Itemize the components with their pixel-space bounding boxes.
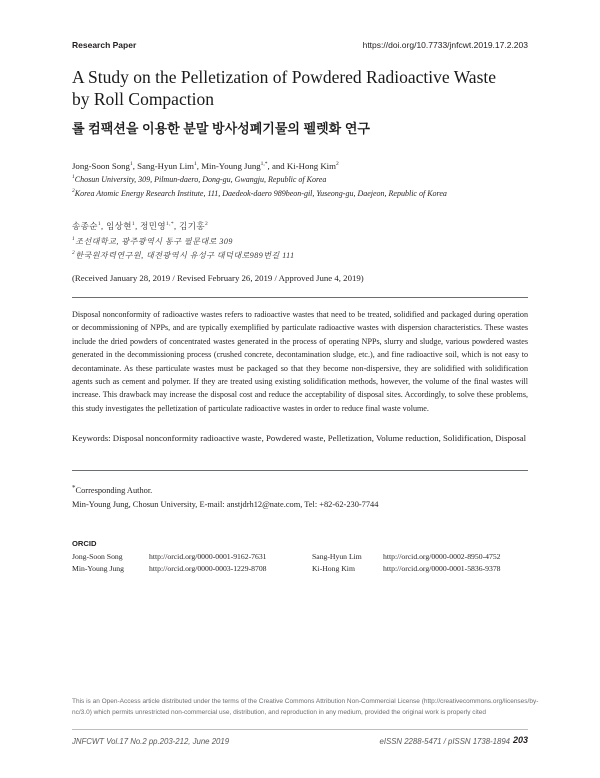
author-list-korean: 송종순$^1$, 임상현$^1$, 정민영$^{1,*}$, 김기홍$^2$	[72, 221, 209, 231]
author-affiliation-mark: 1	[194, 161, 197, 167]
author-name-korean: 송종순	[72, 221, 98, 231]
corresponding-mark: *	[72, 484, 76, 492]
orcid-link[interactable]: http://orcid.org/0000-0002-8950-4752	[383, 552, 501, 561]
author-name: Min-Young Jung	[201, 161, 261, 171]
orcid-link[interactable]: http://orcid.org/0000-0001-5836-9378	[383, 564, 501, 573]
issn: eISSN 2288-5471 / pISSN 1738-1894	[379, 737, 510, 746]
author-name-korean: 정민영	[140, 221, 166, 231]
paper-title-line-2: by Roll Compaction	[72, 89, 214, 109]
author-affiliation-mark: 1,*	[260, 161, 268, 167]
author-affiliation-mark: 2	[204, 221, 209, 227]
affiliation-korean-1	[72, 236, 233, 247]
orcid-link[interactable]: http://orcid.org/0000-0001-9162-7631	[149, 552, 267, 561]
author-affiliation-mark: 1	[129, 161, 133, 167]
corresponding-details: Min-Young Jung, Chosun University, E-mail: anstjdrh12@nate.com, Tel: +82-62-230-7744	[72, 499, 379, 509]
affiliation-mark: 2	[72, 250, 76, 256]
received-dates: (Received January 28, 2019 / Revised February 26, 2019 / Approved June 4, 2019)	[72, 273, 364, 283]
author-separator: , and	[267, 161, 287, 171]
corresponding-label: Corresponding Author.	[75, 486, 153, 495]
author-affiliation-mark: 1	[97, 221, 101, 227]
author-affiliation-mark: 1	[131, 221, 136, 227]
orcid-name: Min-Young Jung	[72, 564, 124, 573]
affiliation-2	[72, 189, 447, 198]
author-affiliation-mark: 2	[335, 161, 339, 167]
journal-citation: JNFCWT Vol.17 No.2 pp.203-212, June 2019	[72, 737, 230, 746]
paper-title-korean: 롤 컴팩션을 이용한 분말 방사성폐기물의 펠렛화 연구	[72, 121, 370, 136]
orcid-name: Sang-Hyun Lim	[312, 552, 362, 561]
author-name: Sang-Hyun Lim	[137, 161, 195, 171]
divider	[72, 297, 528, 298]
corresponding-author	[72, 482, 378, 511]
page-number: 203	[512, 735, 528, 745]
abstract: Disposal nonconformity of radioactive wastes refers to radioactive wastes that need to be treated, solidified and packaged during operation or decommissioning of NPPs, and are typically exemplified by particulate radioactive wastes with dispersion characteristics. These wastes include the dried powders of concentrated wastes generated in the process of operating NPPs, slurry and sludge, various powdered wastes generated in the decommissioning process (crushed concrete, decontamination sludge, etc.), and fine radioactive soil, which is not easy to decontaminate. As these particulate wastes must be packaged so that they become non-dispersive, they are solidified with solidification agents such as cement and polymer. If they are treated using existing solidification methods, however, the volume of the final wastes will increase. This drawback may increase the disposal cost and reduce the acceptability of disposal sites. Accordingly, to solve these problems, this study investigates the pelletization of particulate radioactive wastes in order to reduce final waste volume.	[72, 310, 528, 413]
footer-divider	[72, 729, 528, 730]
orcid-name: Ki-Hong Kim	[312, 564, 355, 573]
orcid-heading: ORCID	[72, 539, 97, 548]
affiliation-text: Korea Atomic Energy Research Institute, 111, Daedeok-daero 989beon-gil, Yuseong-gu, Daejeon, Republic of Korea	[74, 189, 447, 198]
affiliation-mark: 2	[72, 188, 75, 194]
affiliation-1	[72, 175, 326, 184]
affiliation-mark: 1	[72, 236, 76, 242]
paper-title-line-1: A Study on the Pelletization of Powdered Radioactive Waste	[72, 67, 497, 87]
author-affiliation-mark: 1,*	[165, 221, 175, 227]
affiliation-mark: 1	[72, 174, 75, 180]
affiliation-text-korean: 조선대학교, 광주광역시 동구 필문대로 309	[75, 237, 233, 246]
divider	[72, 470, 528, 471]
affiliation-text-korean: 한국원자력연구원, 대전광역시 유성구 대덕대로989번길 111	[75, 251, 295, 260]
author-list: Jong-Soon Song$^1$, Sang-Hyun Lim$^1$, Min-Young Jung$^{1,*}$, and Ki-Hong Kim$^2$	[72, 161, 339, 171]
affiliation-text: Chosun University, 309, Pilmun-daero, Dong-gu, Gwangju, Republic of Korea	[74, 175, 327, 184]
orcid-link[interactable]: http://orcid.org/0000-0003-1229-8708	[149, 564, 267, 573]
author-name: Jong-Soon Song	[72, 161, 130, 171]
author-name: Ki-Hong Kim	[286, 161, 336, 171]
article-type-label: Research Paper	[72, 40, 137, 50]
author-name-korean: 김기홍	[179, 221, 205, 231]
keywords: Keywords: Disposal nonconformity radioactive waste, Powdered waste, Pelletization, Volume reduction, Solidification, Disposal	[72, 433, 527, 443]
author-name-korean: 임상현	[106, 221, 132, 231]
license-note: This is an Open-Access article distributed under the terms of the Creative Commons Attribution Non-Commercial License (http://creativecommons.org/licenses/by-nc/3.0) which permits unrestricted non-commercial use, distribution, and reproduction in any medium, provided the original work is properly cited	[72, 698, 539, 716]
doi-link[interactable]: https://doi.org/10.7733/jnfcwt.2019.17.2.203	[362, 40, 528, 50]
affiliation-korean-2	[72, 250, 295, 261]
paper-title	[72, 66, 532, 110]
orcid-name: Jong-Soon Song	[72, 552, 123, 561]
